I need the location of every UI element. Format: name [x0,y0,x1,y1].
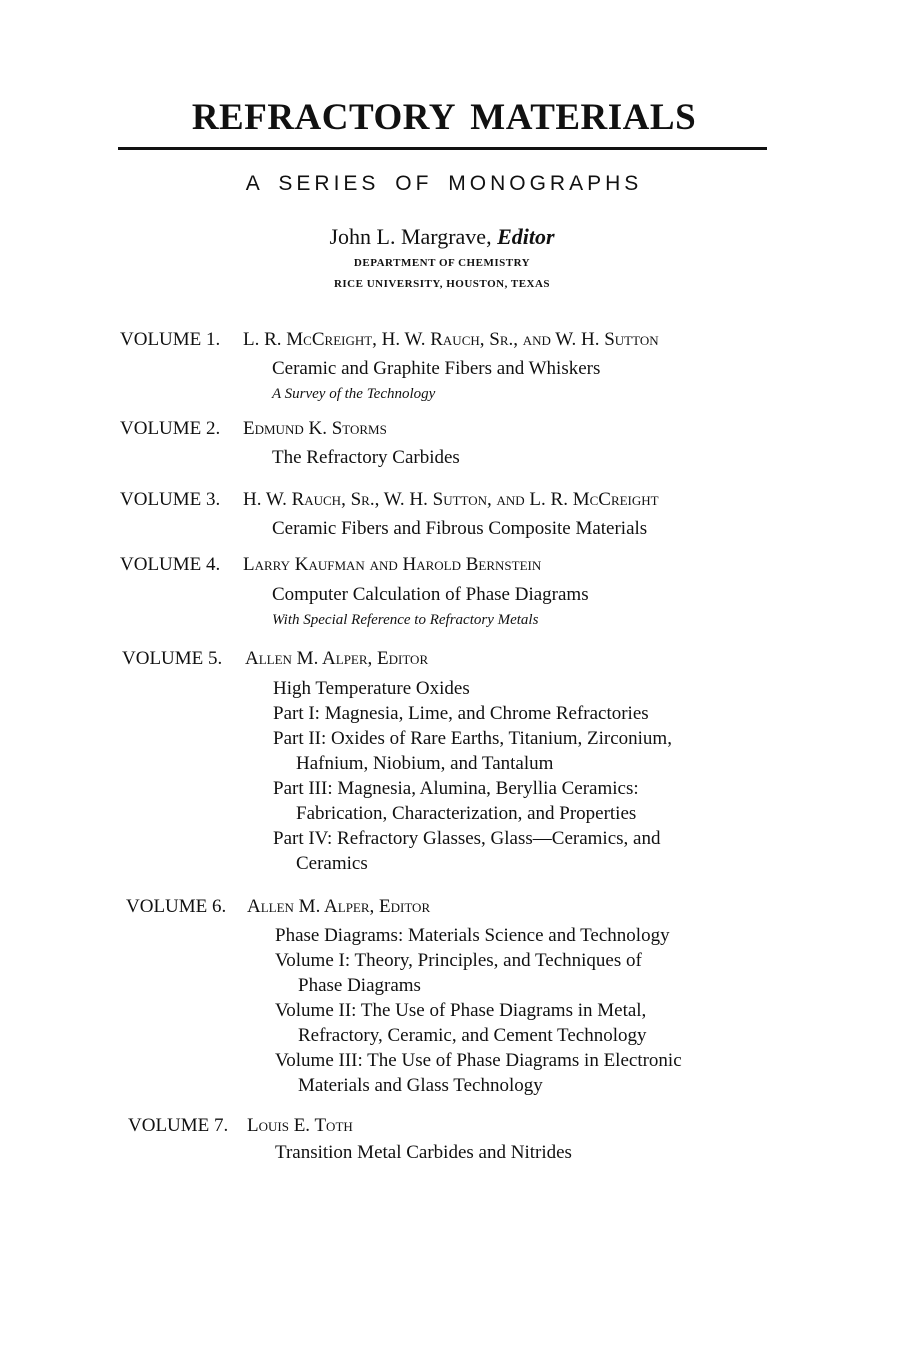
volume-authors: Allen M. Alper, Editor [247,896,431,917]
editor-name: John L. Margrave, [329,224,498,249]
volume-part-line: Part I: Magnesia, Lime, and Chrome Refractories [273,703,649,724]
volume-part-line: Volume I: Theory, Principles, and Techniques of [275,950,642,971]
volume-part-line: Hafnium, Niobium, and Tantalum [296,753,554,774]
volume-authors: Allen M. Alper, Editor [245,648,429,669]
volume-authors: Larry Kaufman and Harold Bernstein [243,554,542,575]
volume-title: Transition Metal Carbides and Nitrides [275,1142,572,1163]
volume-part-line: Part II: Oxides of Rare Earths, Titanium, Zirconium, [273,728,672,749]
volume-subtitle: With Special Reference to Refractory Metals [272,612,539,628]
volume-authors: Louis E. Toth [247,1115,353,1136]
editor-line [0,224,884,250]
volume-title: The Refractory Carbides [272,447,460,468]
volume-part-line: Ceramics [296,853,368,874]
volume-part-line: Materials and Glass Technology [298,1075,543,1096]
affiliation-university: RICE UNIVERSITY, HOUSTON, TEXAS [333,278,551,290]
volume-label: VOLUME 7. [128,1115,229,1136]
volume-label: VOLUME 5. [122,648,223,669]
volume-label: VOLUME 6. [126,896,227,917]
volume-authors: L. R. McCreight, H. W. Rauch, Sr., and W. H. Sutton [243,329,659,350]
volume-part-line: Volume II: The Use of Phase Diagrams in Metal, [275,1000,647,1021]
volume-title: Phase Diagrams: Materials Science and Technology [275,925,670,946]
series-title: REFRACTORY MATERIALS [191,97,697,138]
volume-part-line: Part IV: Refractory Glasses, Glass—Ceramics, and [273,828,661,849]
volume-label: VOLUME 1. [120,329,221,350]
volume-part-line: Refractory, Ceramic, and Cement Technology [298,1025,647,1046]
volume-subtitle: A Survey of the Technology [272,386,436,402]
volume-part-line: Fabrication, Characterization, and Properties [296,803,637,824]
editor-role: Editor [497,224,555,249]
volume-label: VOLUME 4. [120,554,221,575]
volume-title: Ceramic and Graphite Fibers and Whiskers [272,358,601,379]
volume-part-line: Phase Diagrams [298,975,421,996]
volume-title: High Temperature Oxides [273,678,470,699]
title-rule [118,147,767,150]
affiliation-department: DEPARTMENT OF CHEMISTRY [353,257,531,269]
volume-title: Ceramic Fibers and Fibrous Composite Materials [272,518,648,539]
volume-label: VOLUME 2. [120,418,221,439]
volume-authors: Edmund K. Storms [243,418,387,439]
volume-title: Computer Calculation of Phase Diagrams [272,584,589,605]
volume-part-line: Volume III: The Use of Phase Diagrams in Electronic [275,1050,682,1071]
volume-part-line: Part III: Magnesia, Alumina, Beryllia Ceramics: [273,778,639,799]
volume-label: VOLUME 3. [120,489,221,510]
series-subtitle: A SERIES OF MONOGRAPHS [245,172,643,195]
volume-authors: H. W. Rauch, Sr., W. H. Sutton, and L. R. McCreight [243,489,659,510]
